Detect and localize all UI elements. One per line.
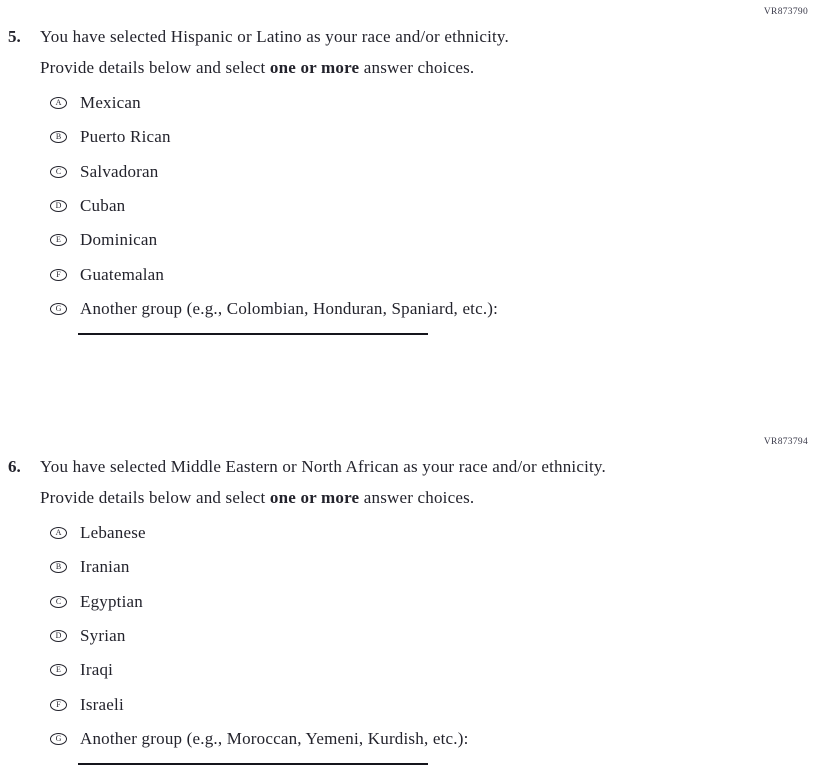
answer-option[interactable] (50, 585, 827, 619)
option-bubble-icon[interactable]: C (50, 166, 67, 178)
option-bubble-icon[interactable]: F (50, 699, 67, 711)
answer-option[interactable] (50, 653, 827, 687)
answer-option[interactable] (50, 550, 827, 584)
option-label: Cuban (80, 196, 126, 216)
question-number: 6. (8, 457, 21, 476)
answer-option[interactable] (50, 120, 827, 154)
option-bubble-icon[interactable]: G (50, 303, 67, 315)
answer-option[interactable] (50, 619, 827, 653)
subtitle-text: answer choices. (359, 488, 475, 507)
answer-options-list (50, 86, 827, 326)
answer-option[interactable] (50, 257, 827, 291)
option-bubble-icon[interactable]: G (50, 733, 67, 745)
option-label: Guatemalan (80, 264, 165, 284)
option-bubble-icon[interactable]: D (50, 200, 67, 212)
form-code: VR873794 (763, 437, 808, 447)
option-label: Another group (e.g., Moroccan, Yemeni, Kurdish, etc.): (80, 728, 469, 748)
option-bubble-icon[interactable]: E (50, 664, 67, 676)
write-in-line[interactable] (78, 333, 428, 335)
option-bubble-icon[interactable]: F (50, 269, 67, 281)
option-label: Syrian (80, 626, 126, 646)
option-label: Salvadoran (80, 161, 159, 181)
question-6 (0, 457, 827, 765)
subtitle-text: answer choices. (359, 58, 475, 77)
option-bubble-icon[interactable]: A (50, 97, 67, 109)
option-label: Another group (e.g., Colombian, Honduran, Spaniard, etc.): (80, 298, 499, 318)
question-header (0, 457, 827, 477)
option-label: Puerto Rican (80, 127, 171, 147)
option-bubble-icon[interactable]: B (50, 131, 67, 143)
option-bubble-icon[interactable]: E (50, 234, 67, 246)
answer-option[interactable] (50, 292, 827, 326)
option-label: Dominican (80, 230, 158, 250)
question-title: You have selected Middle Eastern or North African as your race and/or ethnicity. (40, 457, 606, 476)
subtitle-bold-text: one or more (269, 488, 360, 507)
answer-option[interactable] (50, 516, 827, 550)
write-in-line[interactable] (78, 763, 428, 765)
option-bubble-icon[interactable]: C (50, 596, 67, 608)
option-label: Iraqi (80, 660, 114, 680)
question-header (0, 27, 827, 47)
question-subtitle (40, 488, 827, 508)
question-title: You have selected Hispanic or Latino as your race and/or ethnicity. (40, 27, 509, 46)
option-label: Egyptian (80, 591, 143, 611)
answer-options-list (50, 516, 827, 756)
subtitle-text: Provide details below and select (40, 488, 270, 507)
answer-option[interactable] (50, 155, 827, 189)
question-5 (0, 27, 827, 335)
option-bubble-icon[interactable]: A (50, 527, 67, 539)
option-label: Israeli (80, 694, 124, 714)
answer-option[interactable] (50, 189, 827, 223)
answer-option[interactable] (50, 687, 827, 721)
option-label: Lebanese (80, 523, 146, 543)
option-bubble-icon[interactable]: B (50, 561, 67, 573)
option-label: Mexican (80, 93, 141, 113)
answer-option[interactable] (50, 223, 827, 257)
form-code: VR873790 (763, 7, 808, 17)
subtitle-text: Provide details below and select (40, 58, 270, 77)
option-label: Iranian (80, 557, 130, 577)
subtitle-bold-text: one or more (269, 58, 360, 77)
answer-option[interactable] (50, 722, 827, 756)
option-bubble-icon[interactable]: D (50, 630, 67, 642)
question-subtitle (40, 58, 827, 78)
answer-option[interactable] (50, 86, 827, 120)
question-number: 5. (8, 27, 21, 46)
